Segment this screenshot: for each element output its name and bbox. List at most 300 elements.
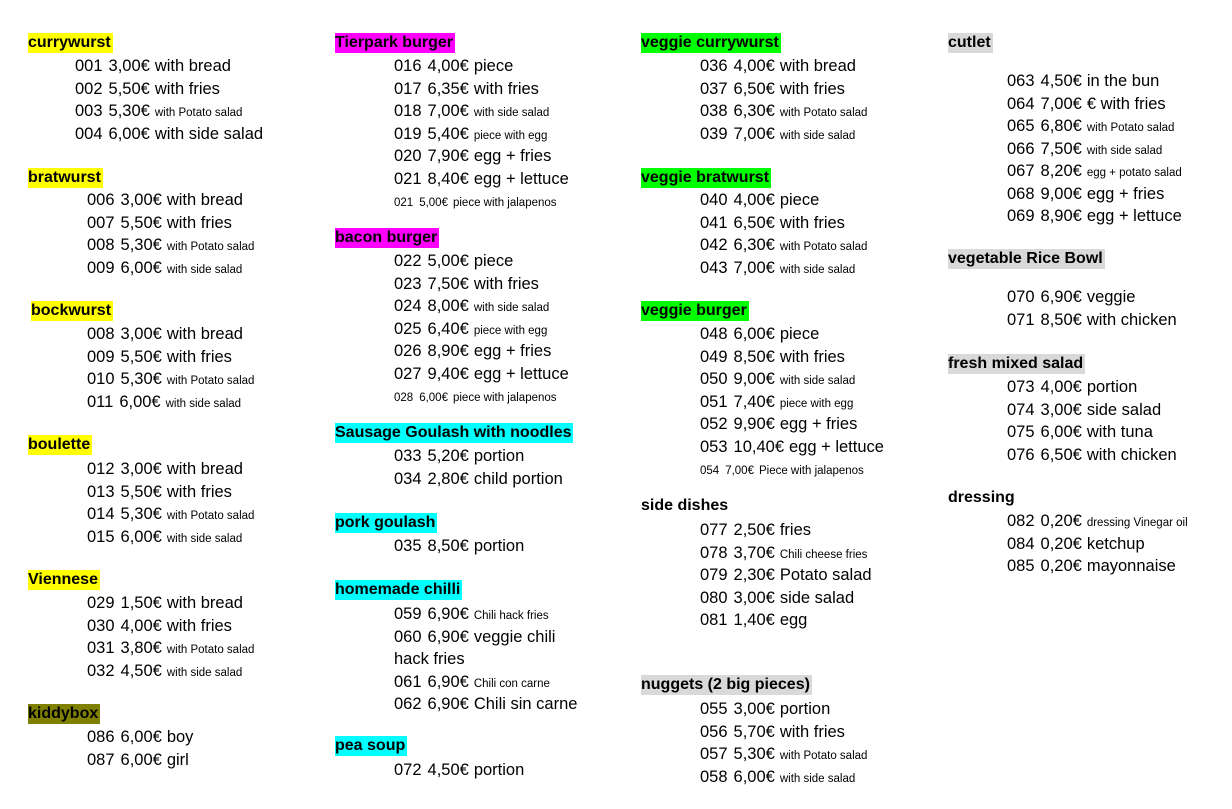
- item-code: 006: [87, 191, 115, 209]
- item-description: with fries: [779, 213, 845, 232]
- menu-item: [87, 592, 243, 614]
- item-price: 6,00€: [120, 751, 162, 769]
- item-code: 039: [700, 124, 728, 143]
- section-title-dressing: dressing: [948, 489, 1015, 506]
- item-code: 030: [87, 616, 115, 635]
- item-price: 8,40€: [427, 169, 469, 188]
- item-code: 008: [87, 236, 115, 254]
- item-code: 067: [1007, 162, 1035, 180]
- item-code: 052: [700, 415, 728, 433]
- item-description: with bread: [779, 57, 856, 75]
- menu-item: [75, 123, 263, 145]
- menu-item: [394, 295, 549, 319]
- item-code: 017: [394, 79, 422, 98]
- item-price: 3,00€: [1040, 400, 1082, 419]
- menu-item: [87, 503, 254, 527]
- section-title-viennese: Viennese: [28, 571, 98, 588]
- item-description: € with fries: [1086, 94, 1166, 113]
- item-price: 7,90€: [427, 147, 469, 165]
- item-code: 082: [1007, 512, 1035, 530]
- menu-item: [87, 189, 243, 211]
- menu-item: [700, 100, 867, 124]
- section-title-boulette: boulette: [28, 436, 91, 453]
- item-price: 8,00€: [427, 297, 469, 315]
- section-title-bratwurst: bratwurst: [28, 169, 101, 186]
- menu-item: [394, 626, 555, 648]
- item-code: 086: [87, 728, 115, 746]
- item-price: 6,50€: [733, 213, 775, 232]
- menu-item: [394, 55, 513, 77]
- item-price: 6,00€: [733, 325, 775, 343]
- item-price: 6,00€: [120, 728, 162, 746]
- menu-item: [87, 726, 193, 748]
- menu-item: [87, 481, 232, 503]
- menu-item: [700, 123, 855, 147]
- item-description: with Potato salad: [166, 375, 255, 387]
- menu-item: [700, 78, 845, 100]
- item-price: 5,20€: [427, 447, 469, 465]
- menu-item: [1007, 555, 1176, 577]
- item-code: 054: [700, 465, 720, 477]
- item-description: with Potato salad: [779, 107, 868, 119]
- menu-item: [87, 391, 241, 415]
- item-description: Chili con carne: [473, 677, 550, 690]
- item-code: 019: [394, 124, 422, 143]
- item-code: 001: [75, 57, 103, 75]
- item-price: 6,50€: [733, 79, 775, 98]
- menu-item: [394, 385, 557, 409]
- item-description: egg: [779, 611, 808, 629]
- menu-item: [394, 78, 539, 100]
- item-price: 5,70€: [733, 722, 775, 741]
- menu-item: [87, 234, 254, 258]
- item-description: with fries: [779, 347, 845, 366]
- item-price: 8,90€: [427, 342, 469, 360]
- item-price: 7,40€: [733, 392, 775, 411]
- item-price: 3,00€: [120, 191, 162, 209]
- menu-item: [700, 257, 855, 281]
- item-code: 020: [394, 147, 422, 165]
- item-description: side salad: [779, 588, 855, 607]
- menu-item: [394, 190, 557, 214]
- item-price: 6,00€: [108, 124, 150, 143]
- section-title-nuggets: nuggets (2 big pieces): [641, 676, 810, 693]
- menu-item: [75, 100, 242, 124]
- item-description: piece: [779, 325, 820, 343]
- item-price: 5,00€: [419, 197, 448, 209]
- item-description: dressing Vinegar oil: [1086, 517, 1188, 529]
- item-description: with side salad: [1086, 144, 1163, 157]
- menu-item: [700, 55, 856, 77]
- item-description: with fries: [166, 347, 232, 366]
- item-code: 027: [394, 364, 422, 383]
- item-code: 069: [1007, 207, 1035, 225]
- item-description: portion: [473, 537, 525, 555]
- item-description: mayonnaise: [1086, 557, 1176, 575]
- item-description: portion: [779, 700, 831, 718]
- menu-item: [394, 468, 563, 490]
- item-code: 063: [1007, 72, 1035, 90]
- item-description: with side salad: [166, 666, 243, 679]
- item-code: 037: [700, 79, 728, 98]
- section-title-cutlet: cutlet: [948, 34, 991, 51]
- item-description: egg + lettuce: [1086, 207, 1182, 225]
- item-price: 6,80€: [1040, 117, 1082, 135]
- item-description: ketchup: [1086, 534, 1145, 553]
- section-title-side-dishes: side dishes: [641, 497, 729, 514]
- item-description: egg + lettuce: [789, 437, 884, 456]
- menu-item: [394, 100, 549, 124]
- item-price: 6,40€: [427, 319, 469, 338]
- item-code: 010: [87, 370, 115, 388]
- item-price: 4,50€: [427, 761, 469, 779]
- section-title-tierpark-burger: Tierpark burger: [335, 34, 453, 51]
- menu-item: [700, 346, 845, 368]
- item-description: portion: [473, 761, 525, 779]
- item-price: 2,50€: [733, 521, 775, 539]
- item-price: 0,20€: [1040, 557, 1082, 575]
- item-code: 040: [700, 191, 728, 209]
- item-price: 6,35€: [427, 79, 469, 98]
- menu-item: [700, 698, 830, 720]
- item-code: 002: [75, 79, 103, 98]
- item-code: 011: [87, 392, 114, 411]
- item-description: with fries: [154, 79, 220, 98]
- section-title-kiddybox: kiddybox: [28, 705, 99, 722]
- menu-item: [87, 637, 254, 661]
- item-price: 2,30€: [733, 566, 775, 584]
- item-code: 064: [1007, 94, 1035, 113]
- item-code: 074: [1007, 400, 1035, 419]
- item-price: 7,00€: [427, 102, 469, 120]
- item-description: Potato salad: [779, 566, 872, 584]
- menu-item: [700, 542, 867, 566]
- item-description: Piece with jalapenos: [758, 465, 864, 477]
- menu-item: [87, 257, 242, 281]
- menu-item: [700, 609, 807, 631]
- item-description: piece: [473, 57, 514, 75]
- menu-item: [700, 234, 867, 258]
- section-title-vegetable-rice-bowl: vegetable Rice Bowl: [948, 250, 1103, 267]
- item-description: with Potato salad: [779, 241, 868, 253]
- item-price: 6,00€: [733, 767, 775, 786]
- menu-item: [394, 250, 513, 272]
- item-code: 012: [87, 460, 115, 478]
- item-price: 6,90€: [427, 605, 469, 623]
- item-price: 5,30€: [120, 236, 162, 254]
- menu-item: [1007, 93, 1166, 115]
- item-price: 5,30€: [120, 505, 162, 523]
- item-description: piece with egg: [473, 129, 548, 142]
- item-description: with side salad: [165, 397, 242, 410]
- menu-item: [75, 78, 220, 100]
- item-code: 031: [87, 639, 115, 657]
- item-description: piece: [473, 252, 514, 270]
- item-code: 071: [1007, 311, 1035, 329]
- item-description: with fries: [166, 213, 232, 232]
- item-code: 021: [394, 169, 422, 188]
- item-price: 1,50€: [120, 594, 162, 612]
- item-description: with chicken: [1086, 311, 1177, 329]
- menu-item: [1007, 183, 1164, 205]
- menu-item: [700, 519, 811, 541]
- item-description: with fries: [779, 79, 845, 98]
- item-description: egg + fries: [1086, 184, 1165, 203]
- item-code: 008: [87, 325, 115, 343]
- item-description: Chili hack fries: [473, 610, 549, 622]
- item-code: 058: [700, 767, 728, 786]
- item-price: 5,50€: [120, 347, 162, 366]
- menu-item: [394, 445, 524, 467]
- item-price: 4,00€: [120, 616, 162, 635]
- item-price: 10,40€: [733, 437, 784, 456]
- item-code: 009: [87, 258, 115, 277]
- item-code: 055: [700, 700, 728, 718]
- item-description: with side salad: [473, 302, 550, 314]
- item-description: with fries: [473, 274, 539, 293]
- item-price: 4,00€: [1040, 378, 1082, 396]
- section-title-bockwurst: bockwurst: [31, 302, 112, 319]
- item-description: in the bun: [1086, 72, 1160, 90]
- menu-item: [87, 615, 232, 637]
- menu-item: [700, 743, 867, 767]
- item-description: with chicken: [1086, 445, 1177, 464]
- item-description: with side salad: [779, 263, 856, 276]
- item-code: 032: [87, 661, 115, 680]
- item-code: 026: [394, 342, 422, 360]
- item-code: 014: [87, 505, 115, 523]
- item-code: 059: [394, 605, 422, 623]
- item-code: 065: [1007, 117, 1035, 135]
- menu-item: [1007, 510, 1188, 534]
- menu-item: [700, 587, 854, 609]
- item-description: with Potato salad: [154, 107, 243, 119]
- section-title-veggie-bratwurst: veggie bratwurst: [641, 169, 770, 186]
- item-description: with fries: [473, 79, 539, 98]
- item-price: 3,00€: [733, 700, 775, 718]
- menu-item: [1007, 376, 1137, 398]
- menu-item: [394, 693, 577, 715]
- menu-item: [1007, 309, 1177, 331]
- item-price: 5,30€: [120, 370, 162, 388]
- item-code: 049: [700, 347, 728, 366]
- item-code: 066: [1007, 139, 1035, 158]
- section-title-bacon-burger: bacon burger: [335, 229, 438, 246]
- item-price: 5,50€: [120, 213, 162, 232]
- menu-item: [394, 273, 539, 295]
- item-price: 6,00€: [1040, 423, 1082, 441]
- item-price: 5,50€: [108, 79, 150, 98]
- item-price: 6,00€: [119, 392, 161, 411]
- item-code: 077: [700, 521, 728, 539]
- item-description: boy: [166, 728, 194, 746]
- item-code: 038: [700, 102, 728, 120]
- item-price: 0,20€: [1040, 512, 1082, 530]
- item-code: 041: [700, 213, 728, 232]
- item-description: with side salad: [779, 772, 856, 785]
- menu-item: [394, 168, 569, 190]
- item-price: 8,20€: [1040, 162, 1082, 180]
- item-code: 003: [75, 102, 103, 120]
- item-description: with side salad: [473, 107, 550, 119]
- menu-item: [700, 368, 855, 392]
- item-code: 072: [394, 761, 422, 779]
- menu-item: [87, 660, 242, 684]
- item-code: 024: [394, 297, 422, 315]
- section-title-veggie-currywurst: veggie currywurst: [641, 34, 779, 51]
- menu-item: [394, 535, 524, 557]
- item-code: 013: [87, 482, 115, 501]
- item-code: 076: [1007, 445, 1035, 464]
- item-code: 053: [700, 437, 728, 456]
- item-price: 4,00€: [733, 57, 775, 75]
- item-description: with side salad: [779, 129, 856, 142]
- item-code: 009: [87, 347, 115, 366]
- item-price: 6,50€: [1040, 445, 1082, 464]
- menu-item: [700, 189, 819, 211]
- menu-item: [1007, 286, 1135, 308]
- item-price: 3,70€: [733, 543, 775, 562]
- menu-item: [700, 436, 884, 458]
- item-price: 5,30€: [733, 745, 775, 763]
- item-code: 036: [700, 57, 728, 75]
- item-code: 043: [700, 258, 728, 277]
- item-code: 073: [1007, 378, 1035, 396]
- item-price: 4,50€: [120, 661, 162, 680]
- item-price: 7,50€: [1040, 139, 1082, 158]
- item-description: piece with jalapenos: [452, 197, 557, 209]
- menu-item: [87, 368, 254, 392]
- item-code: 034: [394, 470, 422, 488]
- item-description: Chili sin carne: [473, 695, 578, 713]
- item-price: 0,20€: [1040, 534, 1082, 553]
- item-code: 062: [394, 695, 422, 713]
- item-price: 9,00€: [733, 370, 775, 388]
- item-description: with Potato salad: [1086, 122, 1175, 134]
- menu-item: [1007, 160, 1182, 184]
- item-price: 6,90€: [427, 672, 469, 691]
- item-description: with bread: [166, 460, 243, 478]
- item-code: 056: [700, 722, 728, 741]
- item-price: 3,00€: [120, 460, 162, 478]
- section-title-pork-goulash: pork goulash: [335, 514, 436, 531]
- item-price: 3,80€: [120, 639, 162, 657]
- item-description: with bread: [166, 191, 243, 209]
- item-price: 6,90€: [427, 695, 469, 713]
- item-code: 018: [394, 102, 422, 120]
- item-description: with side salad: [166, 263, 243, 276]
- item-price: 8,50€: [733, 347, 775, 366]
- menu-item: [700, 564, 872, 586]
- menu-item: [394, 318, 547, 342]
- item-description: piece with jalapenos: [452, 392, 557, 404]
- item-code: 028: [394, 392, 414, 404]
- item-price: 8,90€: [1040, 207, 1082, 225]
- menu-item: [394, 671, 550, 695]
- item-description: portion: [473, 447, 525, 465]
- item-description: with bread: [166, 325, 243, 343]
- menu-item: [700, 458, 864, 482]
- menu-item: [394, 123, 547, 147]
- item-description: with side salad: [166, 532, 243, 545]
- item-description: egg + lettuce: [473, 169, 569, 188]
- item-price: 7,00€: [725, 465, 754, 477]
- item-description: with Potato salad: [166, 241, 255, 253]
- section-title-fresh-mixed-salad: fresh mixed salad: [948, 355, 1084, 372]
- item-price: 5,50€: [120, 482, 162, 501]
- item-code: 061: [394, 672, 422, 691]
- menu-item: [1007, 70, 1159, 92]
- item-description: with Potato salad: [166, 644, 255, 656]
- item-code: 051: [700, 392, 728, 411]
- menu-item: [1007, 138, 1162, 162]
- item-price: 9,90€: [733, 415, 775, 433]
- menu-item: [394, 759, 524, 781]
- section-title-sausage-goulash: Sausage Goulash with noodles: [335, 424, 572, 441]
- menu-item: [1007, 399, 1161, 421]
- item-code: 029: [87, 594, 115, 612]
- item-description: veggie: [1086, 288, 1136, 306]
- item-price: 4,50€: [1040, 72, 1082, 90]
- item-description: side salad: [1086, 400, 1162, 419]
- item-price: 9,00€: [1040, 184, 1082, 203]
- section-title-currywurst: currywurst: [28, 34, 111, 51]
- item-code: 025: [394, 319, 422, 338]
- item-code: 048: [700, 325, 728, 343]
- item-price: 2,80€: [427, 470, 469, 488]
- item-price: 5,40€: [427, 124, 469, 143]
- item-description: with fries: [166, 482, 232, 501]
- section-title-veggie-burger: veggie burger: [641, 302, 747, 319]
- item-code: 033: [394, 447, 422, 465]
- menu-item: [87, 458, 243, 480]
- item-description: piece with egg: [473, 324, 548, 337]
- item-price: 4,00€: [427, 57, 469, 75]
- menu-item: [700, 766, 855, 790]
- menu-item: [700, 323, 819, 345]
- item-code: 060: [394, 627, 422, 646]
- item-code: 021: [394, 197, 414, 209]
- item-description: with fries: [166, 616, 232, 635]
- menu-item: [1007, 205, 1182, 227]
- item-price: 9,40€: [427, 364, 469, 383]
- item-price: 8,50€: [1040, 311, 1082, 329]
- item-description: egg + fries: [779, 415, 858, 433]
- item-code: 015: [87, 527, 115, 546]
- item-code: 081: [700, 611, 728, 629]
- item-description: with tuna: [1086, 423, 1153, 441]
- item-description: with Potato salad: [779, 750, 868, 762]
- item-price: 5,00€: [427, 252, 469, 270]
- item-description: hack fries: [394, 650, 465, 668]
- item-description: egg + fries: [473, 147, 552, 165]
- item-code: 050: [700, 370, 728, 388]
- item-description: with side salad: [154, 124, 264, 143]
- item-price: 6,30€: [733, 102, 775, 120]
- item-price: 3,00€: [733, 588, 775, 607]
- menu-item: [1007, 444, 1177, 466]
- item-price: 6,00€: [120, 258, 162, 277]
- item-code: 078: [700, 543, 728, 562]
- menu-item: [394, 648, 465, 670]
- item-description: egg + lettuce: [473, 364, 569, 383]
- item-code: 007: [87, 213, 115, 232]
- item-price: 6,90€: [427, 627, 469, 646]
- item-price: 6,00€: [419, 392, 448, 404]
- item-description: with bread: [166, 594, 243, 612]
- item-description: with Potato salad: [166, 510, 255, 522]
- item-code: 079: [700, 566, 728, 584]
